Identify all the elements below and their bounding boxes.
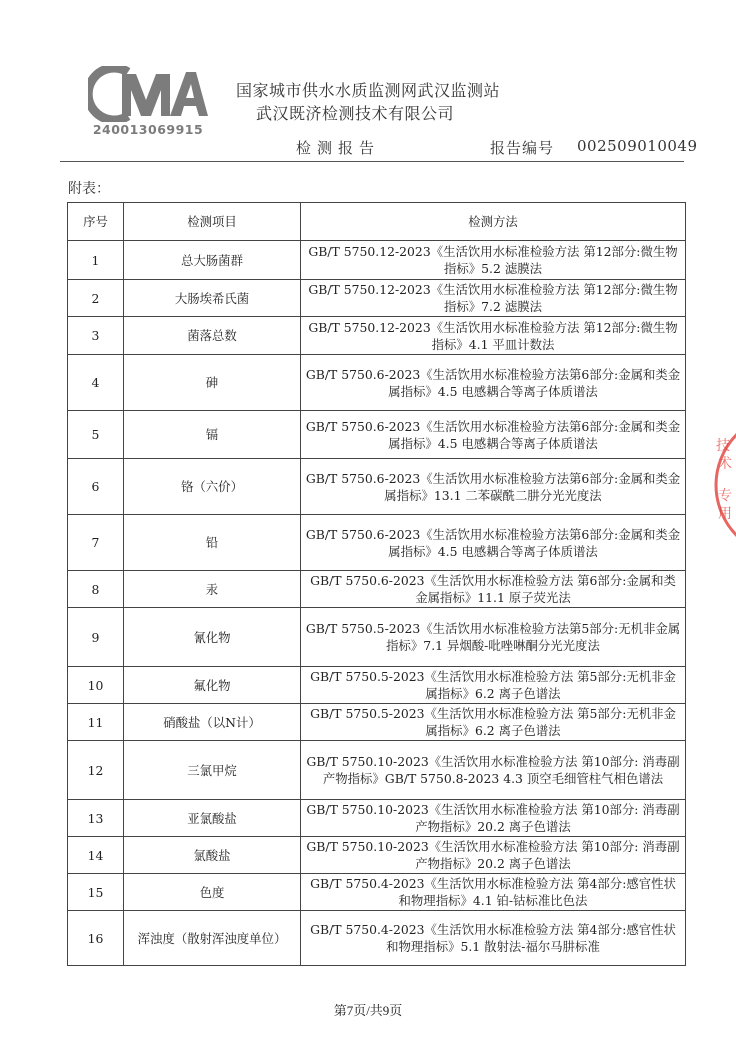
test-method: GB/T 5750.6-2023《生活饮用水标准检验方法第6部分:金属和类金属指标》13.1 二苯碳酰二肼分光光度法 xyxy=(301,459,686,515)
header-no: 序号 xyxy=(68,203,124,241)
table-row xyxy=(68,515,686,571)
test-method: GB/T 5750.12-2023《生活饮用水标准检验方法 第12部分:微生物指标》5.2 滤膜法 xyxy=(301,241,686,280)
table-row xyxy=(68,355,686,411)
table-row xyxy=(68,411,686,459)
cma-logo xyxy=(88,66,208,142)
table-row xyxy=(68,241,686,280)
row-number: 16 xyxy=(68,911,124,966)
table-header-row xyxy=(68,203,686,241)
table-row xyxy=(68,667,686,704)
svg-text:技: 技 xyxy=(716,438,730,454)
red-stamp-icon xyxy=(708,410,736,560)
test-method: GB/T 5750.5-2023《生活饮用水标准检验方法 第5部分:无机非金属指标》6.2 离子色谱法 xyxy=(301,667,686,704)
row-number: 12 xyxy=(68,741,124,800)
table-row xyxy=(68,837,686,874)
row-number: 4 xyxy=(68,355,124,411)
test-method: GB/T 5750.6-2023《生活饮用水标准检验方法第6部分:金属和类金属指标》4.5 电感耦合等离子体质谱法 xyxy=(301,411,686,459)
row-number: 15 xyxy=(68,874,124,911)
test-item: 总大肠菌群 xyxy=(124,241,301,280)
table-row xyxy=(68,911,686,966)
test-method: GB/T 5750.6-2023《生活饮用水标准检验方法第6部分:金属和类金属指标》4.5 电感耦合等离子体质谱法 xyxy=(301,355,686,411)
test-method: GB/T 5750.10-2023《生活饮用水标准检验方法 第10部分: 消毒副产物指标》20.2 离子色谱法 xyxy=(301,800,686,837)
row-number: 5 xyxy=(68,411,124,459)
row-number: 6 xyxy=(68,459,124,515)
table-row xyxy=(68,280,686,317)
test-method: GB/T 5750.5-2023《生活饮用水标准检验方法第5部分:无机非金属指标》7.1 异烟酸-吡唑啉酮分光光度法 xyxy=(301,608,686,667)
test-method: GB/T 5750.12-2023《生活饮用水标准检验方法 第12部分:微生物指标》7.2 滤膜法 xyxy=(301,280,686,317)
row-number: 1 xyxy=(68,241,124,280)
svg-text:术: 术 xyxy=(718,456,732,472)
test-method: GB/T 5750.4-2023《生活饮用水标准检验方法 第4部分:感官性状和物理指标》5.1 散射法-福尔马肼标准 xyxy=(301,911,686,966)
test-item: 氰化物 xyxy=(124,608,301,667)
org-name-line2: 武汉既济检测技术有限公司 xyxy=(256,104,455,123)
svg-text:用: 用 xyxy=(718,506,732,522)
test-method: GB/T 5750.6-2023《生活饮用水标准检验方法 第6部分:金属和类金属指标》11.1 原子荧光法 xyxy=(301,571,686,608)
table-row xyxy=(68,874,686,911)
cma-mark-icon xyxy=(88,66,208,122)
report-number-label: 报告编号 xyxy=(490,139,555,157)
header-item: 检测项目 xyxy=(124,203,301,241)
test-item: 菌落总数 xyxy=(124,317,301,355)
test-item: 硝酸盐（以N计） xyxy=(124,704,301,741)
test-item: 浑浊度（散射浑浊度单位） xyxy=(124,911,301,966)
row-number: 14 xyxy=(68,837,124,874)
test-item: 砷 xyxy=(124,355,301,411)
test-item: 大肠埃希氏菌 xyxy=(124,280,301,317)
test-item: 色度 xyxy=(124,874,301,911)
report-title: 检测报告 xyxy=(296,139,381,157)
test-item: 镉 xyxy=(124,411,301,459)
test-item: 氟化物 xyxy=(124,667,301,704)
header-method: 检测方法 xyxy=(301,203,686,241)
table-row xyxy=(68,459,686,515)
row-number: 13 xyxy=(68,800,124,837)
cma-cert-number: 240013069915 xyxy=(92,122,204,137)
header-divider xyxy=(60,161,684,162)
test-item: 铅 xyxy=(124,515,301,571)
test-method: GB/T 5750.5-2023《生活饮用水标准检验方法 第5部分:无机非金属指标》6.2 离子色谱法 xyxy=(301,704,686,741)
row-number: 8 xyxy=(68,571,124,608)
svg-text:专: 专 xyxy=(718,488,732,504)
official-seal xyxy=(708,410,736,560)
test-method: GB/T 5750.10-2023《生活饮用水标准检验方法 第10部分: 消毒副产物指标》20.2 离子色谱法 xyxy=(301,837,686,874)
test-method: GB/T 5750.12-2023《生活饮用水标准检验方法 第12部分:微生物指标》4.1 平皿计数法 xyxy=(301,317,686,355)
test-item: 铬（六价） xyxy=(124,459,301,515)
row-number: 9 xyxy=(68,608,124,667)
row-number: 7 xyxy=(68,515,124,571)
org-name-line1: 国家城市供水水质监测网武汉监测站 xyxy=(236,81,501,100)
test-item: 亚氯酸盐 xyxy=(124,800,301,837)
test-method: GB/T 5750.4-2023《生活饮用水标准检验方法 第4部分:感官性状和物理指标》4.1 铂-钴标准比色法 xyxy=(301,874,686,911)
table-row xyxy=(68,317,686,355)
test-method: GB/T 5750.6-2023《生活饮用水标准检验方法第6部分:金属和类金属指标》4.5 电感耦合等离子体质谱法 xyxy=(301,515,686,571)
row-number: 10 xyxy=(68,667,124,704)
appendix-label: 附表： xyxy=(68,181,110,197)
table-row xyxy=(68,608,686,667)
test-item: 氯酸盐 xyxy=(124,837,301,874)
row-number: 11 xyxy=(68,704,124,741)
table-row xyxy=(68,741,686,800)
test-item: 三氯甲烷 xyxy=(124,741,301,800)
report-number: 002509010049 xyxy=(577,137,698,155)
table-row xyxy=(68,571,686,608)
row-number: 3 xyxy=(68,317,124,355)
row-number: 2 xyxy=(68,280,124,317)
table-row xyxy=(68,800,686,837)
test-method: GB/T 5750.10-2023《生活饮用水标准检验方法 第10部分: 消毒副产物指标》GB/T 5750.8-2023 4.3 顶空毛细管柱气相色谱法 xyxy=(301,741,686,800)
table-row xyxy=(68,704,686,741)
page-footer: 第7页/共9页 xyxy=(333,1003,403,1018)
test-item: 汞 xyxy=(124,571,301,608)
methods-table xyxy=(67,202,686,966)
